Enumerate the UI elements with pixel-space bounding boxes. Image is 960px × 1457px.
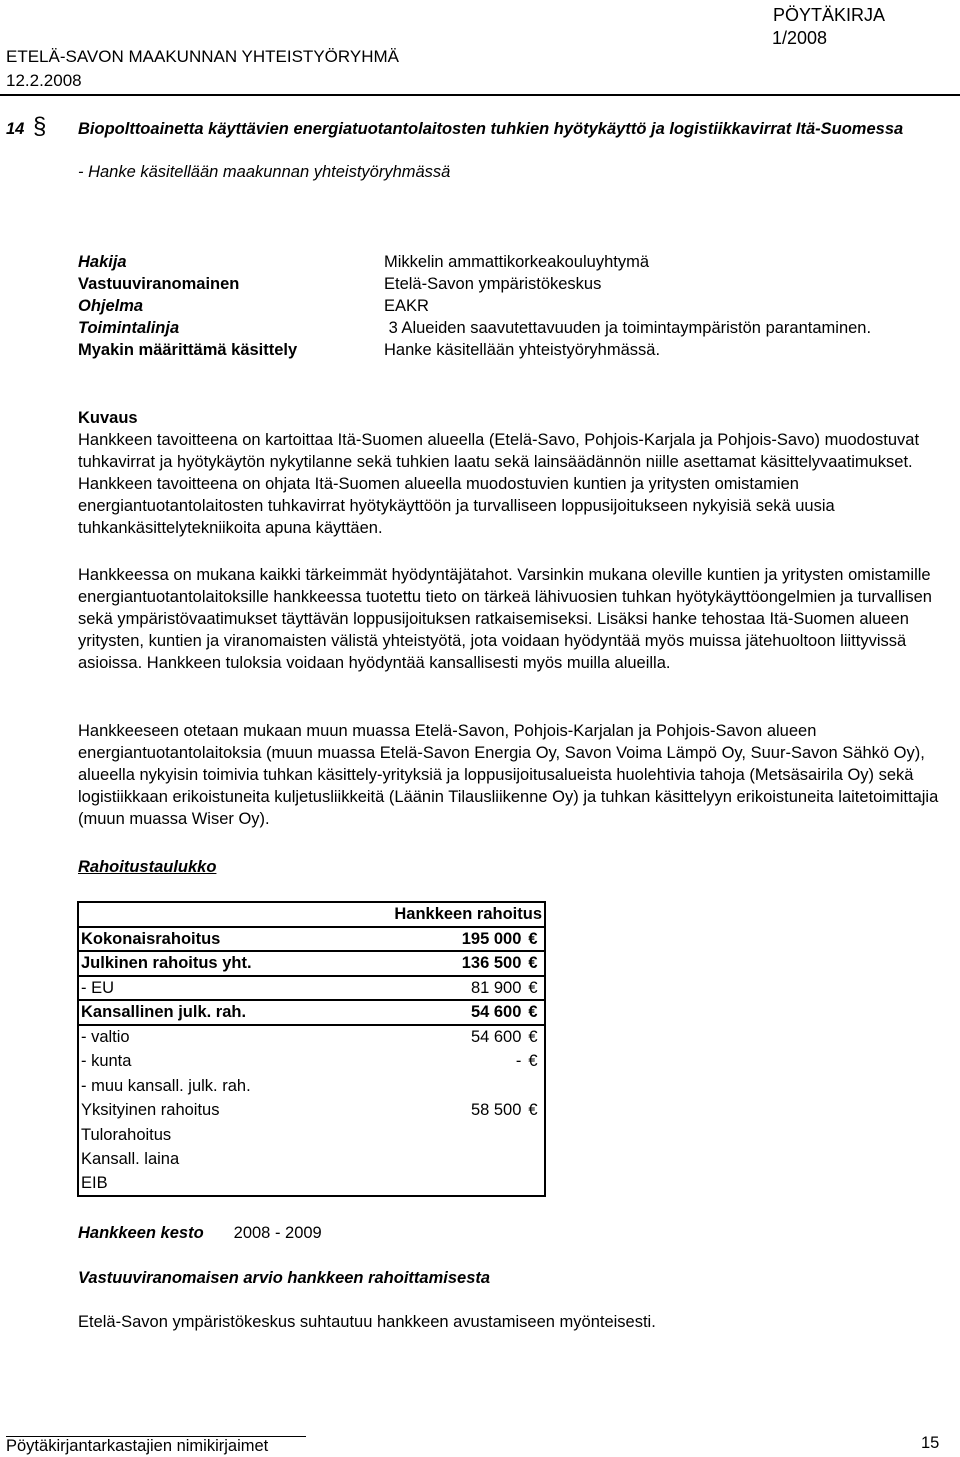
table-row <box>78 1049 545 1074</box>
funding-table <box>77 901 546 1197</box>
kuvaus-paragraph-2: Hankkeessa on mukana kaikki tärkeimmät hyödyntäjätahot. Varsinkin mukana oleville kuntien ja yritysten omistamille energiantuotantolaitoksille hankkeessa tuotettu tieto on tärkeä lähivuosien tuhkan hyötykäyttöongelmien ja turvallisen sekä ympäristövaatimukset täyttävän loppusijoituksen ratkaisemiseksi. Lisäksi hanke tehostaa Itä-Suomen alueen yritysten, kuntien ja viranomaisten välistä yhteistyötä, jota voidaan hyödyntää myös muissa jätehuoltoon liittyvissä asioissa. Hankkeen tuloksia voidaan hyödyntää kansallisesti myös muilla alueilla. <box>78 566 932 672</box>
row-label: - muu kansall. julk. rah. <box>81 1076 251 1095</box>
duration-value: 2008 - 2009 <box>233 1224 322 1242</box>
header-divider <box>0 94 960 96</box>
section-subtitle: - Hanke käsitellään maakunnan yhteistyöryhmässä <box>78 163 451 181</box>
row-value <box>343 1172 545 1197</box>
row-label: Kansallinen julk. rah. <box>78 1000 278 1025</box>
row-value: - € <box>343 1049 545 1074</box>
euro-sign: € <box>528 978 538 997</box>
table-row <box>78 1172 545 1197</box>
info-labels <box>78 251 297 361</box>
kuvaus-paragraph-1: Hankkeen tavoitteena on kartoittaa Itä-Suomen alueella (Etelä-Savo, Pohjois-Karjala ja Pohjois-Savo) muodostuvat tuhkavirrat ja hyötykäytön nykytilanne sekä tuhkien laatu sekä lainsäädännön niille asettamat käsittelyvaatimukset. Hankkeen tavoitteena on ohjata Itä-Suomen alueella muodostuvien kuntien ja yritysten omistamien energiantuotantolaitosten tuhkavirrat hyötykäyttöön ja turvalliseen loppusijoitukseen nykyisiä sekä uusia tuhkankäsittelytekniikoita apuna käyttäen. <box>78 431 920 537</box>
table-row <box>78 1074 545 1099</box>
table-row <box>78 1098 545 1123</box>
row-label: - valtio <box>81 1028 130 1047</box>
row-value: 136 500 € <box>343 951 545 976</box>
row-value: 54 600 € <box>343 1025 545 1050</box>
kuvaus-heading: Kuvaus <box>78 409 138 427</box>
euro-sign: € <box>528 1101 538 1120</box>
kuvaus-paragraph-3: Hankkeeseen otetaan mukaan muun muassa Etelä-Savon, Pohjois-Karjalan ja Pohjois-Savon alueen energiantuotantolaitoksia (muun muassa Etelä-Savon Energia Oy, Savon Voima Lämpö Oy, Suur-Savon Sähkö Oy), alueella nykyisin toimivia tuhkan käsittely-yrityksiä ja loppusijoitusalueista huolehtivia tahoja (Metsäsairila Oy) sekä logistiikkaan erikoistuneita kuljetusliikkeitä (Läänin Tilausliikenne Oy) ja tuhkan käsittelyyn erikoistuneita laitetoimittajia (muun muassa Wiser Oy). <box>78 722 939 828</box>
meeting-date: 12.2.2008 <box>6 71 82 90</box>
row-label: Kokonaisrahoitus <box>78 927 278 952</box>
row-value <box>343 1074 545 1099</box>
row-value: 54 600 € <box>343 1000 545 1025</box>
duration-label: Hankkeen kesto <box>78 1224 204 1242</box>
section-number: 14 <box>6 120 25 138</box>
table-row <box>78 951 545 976</box>
info-value-toimintalinja: 3 Alueiden saavutettavuuden ja toimintaympäristön parantaminen. <box>384 319 872 337</box>
euro-sign: € <box>528 1052 538 1071</box>
info-label-toimintalinja: Toimintalinja <box>78 319 180 337</box>
info-values <box>384 251 871 361</box>
rahoitus-heading: Rahoitustaulukko <box>78 858 217 876</box>
row-value: 81 900 € <box>343 976 545 1001</box>
euro-sign: € <box>528 1028 538 1047</box>
euro-sign: € <box>528 1003 538 1022</box>
funding-column-header: Hankkeen rahoitus <box>343 902 545 927</box>
table-row <box>78 1000 545 1025</box>
info-label-vastuuviranomainen: Vastuuviranomainen <box>78 275 240 293</box>
table-row <box>78 1147 545 1172</box>
info-value-kasittely: Hanke käsitellään yhteistyöryhmässä. <box>384 341 661 359</box>
table-row <box>78 1123 545 1148</box>
euro-sign: € <box>528 954 538 973</box>
row-label: Kansall. laina <box>81 1150 180 1169</box>
row-label: EIB <box>81 1174 108 1193</box>
table-row <box>78 976 545 1001</box>
row-value <box>343 1123 545 1148</box>
page-number: 15 <box>921 1434 940 1452</box>
row-label: - kunta <box>81 1052 132 1071</box>
row-value: 195 000 € <box>343 927 545 952</box>
row-label: Julkinen rahoitus yht. <box>78 951 278 976</box>
document-type: PÖYTÄKIRJA <box>772 5 885 25</box>
assessment-heading: Vastuuviranomaisen arvio hankkeen rahoittamisesta <box>78 1269 491 1287</box>
info-label-ohjelma: Ohjelma <box>78 297 144 315</box>
table-row <box>78 927 545 952</box>
row-value: 58 500 € <box>343 1098 545 1123</box>
row-label: - EU <box>78 976 278 1001</box>
table-header-row <box>78 902 545 927</box>
assessment-text: Etelä-Savon ympäristökeskus suhtautuu hankkeen avustamiseen myönteisesti. <box>78 1313 656 1331</box>
euro-sign: € <box>528 929 538 948</box>
section-title: Biopolttoainetta käyttävien energiatuotantolaitosten tuhkien hyötykäyttö ja logistiikkavirrat Itä-Suomessa <box>78 120 904 138</box>
footer-initials-label: Pöytäkirjantarkastajien nimikirjaimet <box>6 1437 269 1455</box>
section-symbol: § <box>33 113 47 140</box>
organization-name: ETELÄ-SAVON MAAKUNNAN YHTEISTYÖRYHMÄ <box>6 47 399 66</box>
info-value-hakija: Mikkelin ammattikorkeakouluyhtymä <box>384 253 650 271</box>
row-label: Tulorahoitus <box>81 1125 172 1144</box>
info-label-kasittely: Myakin määrittämä käsittely <box>78 341 298 359</box>
document-number: 1/2008 <box>771 28 827 48</box>
project-duration <box>78 1222 322 1244</box>
row-label: Yksityinen rahoitus <box>81 1101 220 1120</box>
table-row <box>78 1025 545 1050</box>
row-value <box>343 1147 545 1172</box>
info-value-vastuuviranomainen: Etelä-Savon ympäristökeskus <box>384 275 602 293</box>
info-label-hakija: Hakija <box>78 253 127 271</box>
info-value-ohjelma: EAKR <box>384 297 429 315</box>
